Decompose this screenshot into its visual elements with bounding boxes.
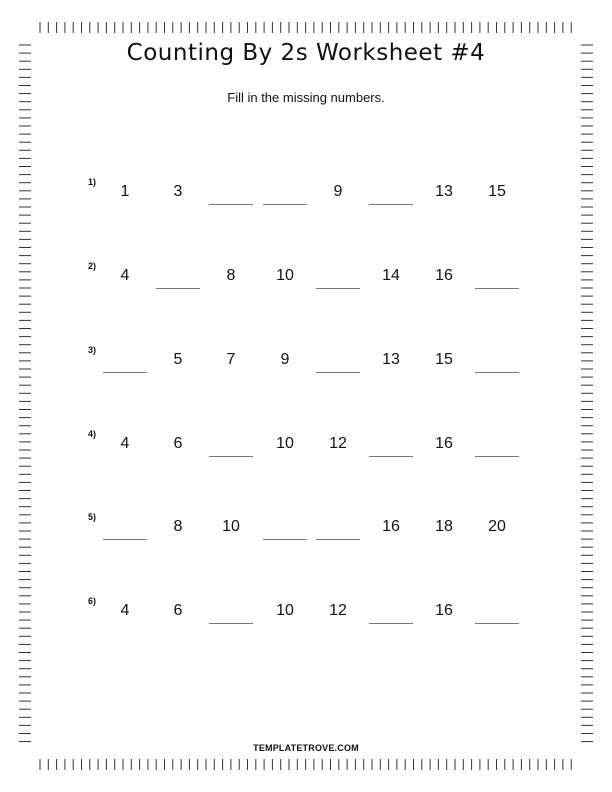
problem-number: 2) (88, 261, 97, 271)
answer-blank[interactable] (263, 539, 307, 540)
sequence-number: 10 (276, 435, 294, 452)
answer-blank[interactable] (209, 204, 253, 205)
answer-blank[interactable] (316, 539, 360, 540)
sequence-number: 15 (435, 351, 453, 368)
answer-blank[interactable] (316, 372, 360, 373)
problem-row (0, 512, 612, 557)
sequence-number: 10 (222, 518, 240, 535)
answer-blank[interactable] (475, 623, 519, 624)
answer-blank[interactable] (369, 623, 413, 624)
problem-number: 6) (88, 596, 97, 606)
answer-blank[interactable] (475, 372, 519, 373)
sequence-number: 16 (435, 267, 453, 284)
sequence-number: 12 (329, 435, 347, 452)
sequence-number: 5 (173, 351, 183, 368)
problem-row (0, 345, 612, 390)
sequence-number: 14 (382, 267, 400, 284)
sequence-number: 16 (435, 435, 453, 452)
sequence-number: 1 (120, 183, 130, 200)
sequence-number: 9 (280, 351, 290, 368)
answer-blank[interactable] (209, 456, 253, 457)
answer-blank[interactable] (369, 456, 413, 457)
answer-blank[interactable] (209, 623, 253, 624)
sequence-number: 10 (276, 267, 294, 284)
footer-brand: TEMPLATETROVE.COM (253, 743, 359, 753)
sequence-number: 12 (329, 602, 347, 619)
problem-number: 5) (88, 512, 97, 522)
sequence-number: 9 (333, 183, 343, 200)
sequence-number: 16 (435, 602, 453, 619)
problem-row (0, 177, 612, 222)
answer-blank[interactable] (263, 204, 307, 205)
sequence-number: 18 (435, 518, 453, 535)
problem-number: 4) (88, 429, 97, 439)
answer-blank[interactable] (103, 372, 147, 373)
sequence-number: 8 (226, 267, 236, 284)
sequence-number: 20 (488, 518, 506, 535)
problem-row (0, 261, 612, 306)
problem-row (0, 429, 612, 474)
answer-blank[interactable] (475, 288, 519, 289)
sequence-number: 8 (173, 518, 183, 535)
worksheet-title: Counting By 2s Worksheet #4 (126, 40, 486, 66)
answer-blank[interactable] (369, 204, 413, 205)
answer-blank[interactable] (316, 288, 360, 289)
sequence-number: 7 (226, 351, 236, 368)
sequence-number: 6 (173, 435, 183, 452)
sequence-number: 15 (488, 183, 506, 200)
sequence-number: 13 (435, 183, 453, 200)
sequence-number: 4 (120, 435, 130, 452)
sequence-number: 13 (382, 351, 400, 368)
answer-blank[interactable] (156, 288, 200, 289)
problem-row (0, 596, 612, 641)
sequence-number: 4 (120, 602, 130, 619)
sequence-number: 16 (382, 518, 400, 535)
sequence-number: 6 (173, 602, 183, 619)
sequence-number: 3 (173, 183, 183, 200)
problem-number: 1) (88, 177, 97, 187)
sequence-number: 4 (120, 267, 130, 284)
problem-number: 3) (88, 345, 97, 355)
answer-blank[interactable] (475, 456, 519, 457)
answer-blank[interactable] (103, 539, 147, 540)
sequence-number: 10 (276, 602, 294, 619)
instructions: Fill in the missing numbers. (227, 90, 385, 105)
